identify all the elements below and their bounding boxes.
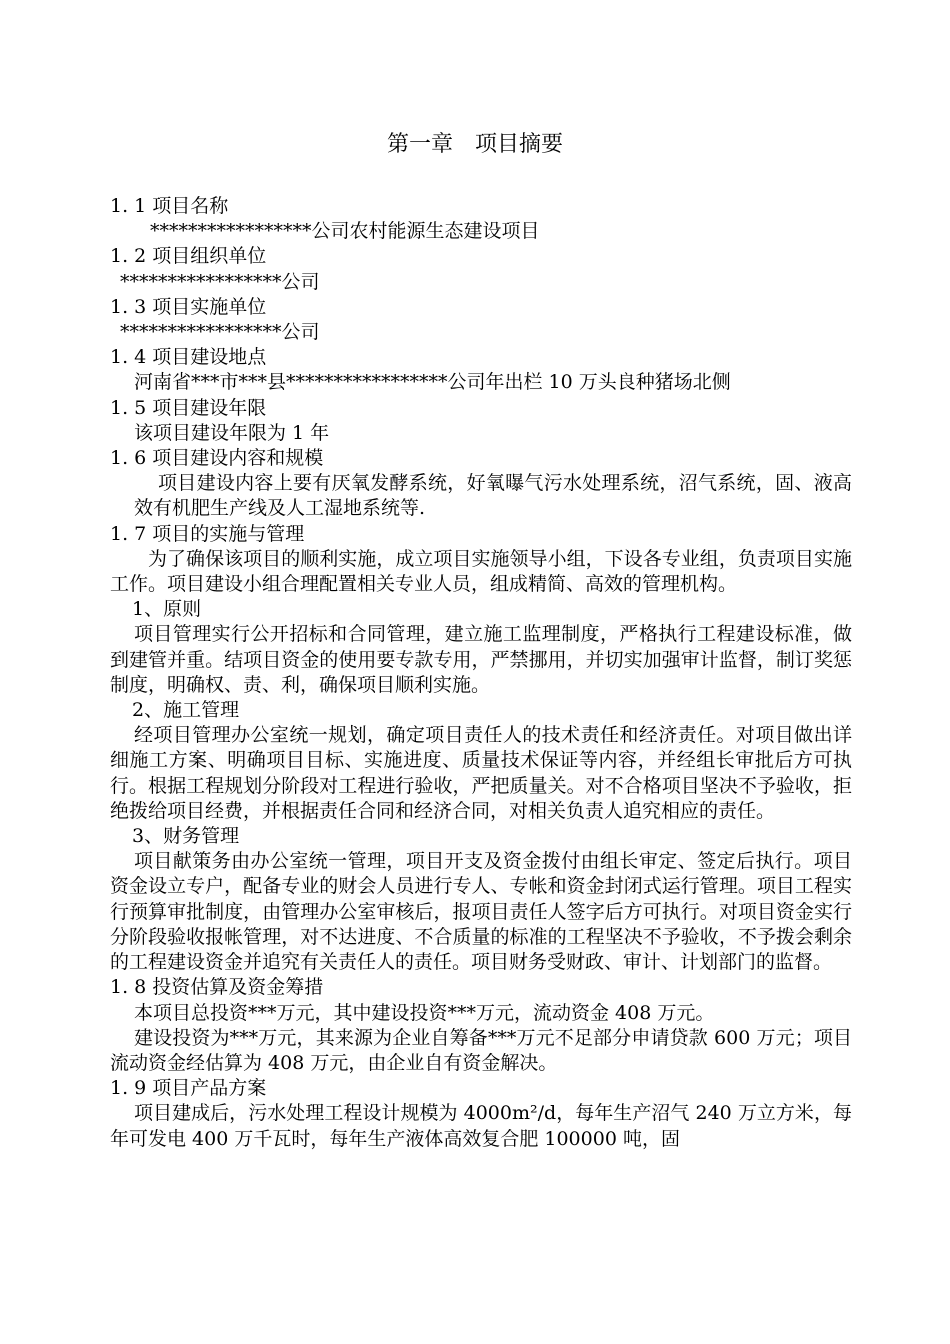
subsection-heading-finance: 3、财务管理 xyxy=(132,825,240,848)
section-intro-1-7: 为了确保该项目的顺利实施，成立项目实施领导小组，下设各专业组，负责项目实施工作。项目建设小组合理配置相关专业人员，组成精简、高效的管理机构。 xyxy=(110,547,852,596)
section-body-1-9: 项目建成后，污水处理工程设计规模为 4000m²/d，每年生产沼气 240 万立方米，每年可发电 400 万千瓦时，每年生产液体高效复合肥 100000 吨，固 xyxy=(110,1102,852,1150)
section-heading-1-3: 1. 3 项目实施单位 xyxy=(110,295,267,318)
section-body-1-1: *****************公司农村能源生态建设项目 xyxy=(150,220,540,243)
section-heading-1-7: 1. 7 项目的实施与管理 xyxy=(110,522,305,545)
section-heading-1-9: 1. 9 项目产品方案 xyxy=(110,1077,267,1100)
section-body-1-8-a: 本项目总投资***万元，其中建设投资***万元，流动资金 408 万元。 xyxy=(134,1001,715,1024)
subsection-heading-construction: 2、施工管理 xyxy=(132,699,240,722)
subsection-body-principle: 项目管理实行公开招标和合同管理，建立施工监理制度，严格执行工程建设标准，做到建管并重。结项目资金的使用要专款专用，严禁挪用，并切实加强审计监督，制订奖惩制度，明确权、责、利，确保项目顺利实施。 xyxy=(110,623,852,696)
section-heading-1-5: 1. 5 项目建设年限 xyxy=(110,396,267,419)
section-body-1-4: 河南省***市***县*****************公司年出栏 10 万头良种猪场北侧 xyxy=(134,371,731,394)
section-heading-1-2: 1. 2 项目组织单位 xyxy=(110,245,267,268)
section-heading-1-8: 1. 8 投资估算及资金筹措 xyxy=(110,976,324,999)
subsection-body-construction: 经项目管理办公室统一规划，确定项目责任人的技术责任和经济责任。对项目做出详细施工方案、明确项目目标、实施进度、质量技术保证等内容，并经组长审批后方可执行。根据工程规划分阶段对工程进行验收，严把质量关。对不合格项目坚决不予验收，拒绝拨给项目经费，并根据责任合同和经济合同，对相关负责人追究相应的责任。 xyxy=(110,724,852,822)
section-body-1-5: 该项目建设年限为 1 年 xyxy=(134,421,330,444)
section-body-1-2: *****************公司 xyxy=(120,270,320,293)
section-heading-1-6: 1. 6 项目建设内容和规模 xyxy=(110,447,324,470)
subsection-body-finance: 项目献策务由办公室统一管理，项目开支及资金拨付由组长审定、签定后执行。项目资金设立专户，配备专业的财会人员进行专人、专帐和资金封闭式运行管理。项目工程实行预算审批制度，由管理办公室审核后，报项目责任人签字后方可执行。对项目资金实行分阶段验收报帐管理，对不达进度、不合质量的标准的工程坚决不予验收，不予拨会剩余的工程建设资金并追究有关责任人的责任。项目财务受财政、审计、计划部门的监督。 xyxy=(110,850,852,974)
section-body-1-8-b: 建设投资为***万元，其来源为企业自筹备***万元不足部分申请贷款 600 万元；项目流动资金经估算为 408 万元，由企业自有资金解决。 xyxy=(110,1026,852,1074)
section-heading-1-1: 1. 1 项目名称 xyxy=(110,195,229,217)
document-body xyxy=(110,194,852,1152)
chapter-title: 第一章 项目摘要 xyxy=(386,132,563,157)
section-heading-1-4: 1. 4 项目建设地点 xyxy=(110,346,267,369)
section-body-1-3: *****************公司 xyxy=(120,321,320,344)
section-body-1-6: 项目建设内容上要有厌氧发酵系统，好氧曝气污水处理系统，沼气系统，固、液高效有机肥生产线及人工湿地系统等. xyxy=(134,472,852,520)
subsection-heading-principle: 1、原则 xyxy=(132,598,202,621)
